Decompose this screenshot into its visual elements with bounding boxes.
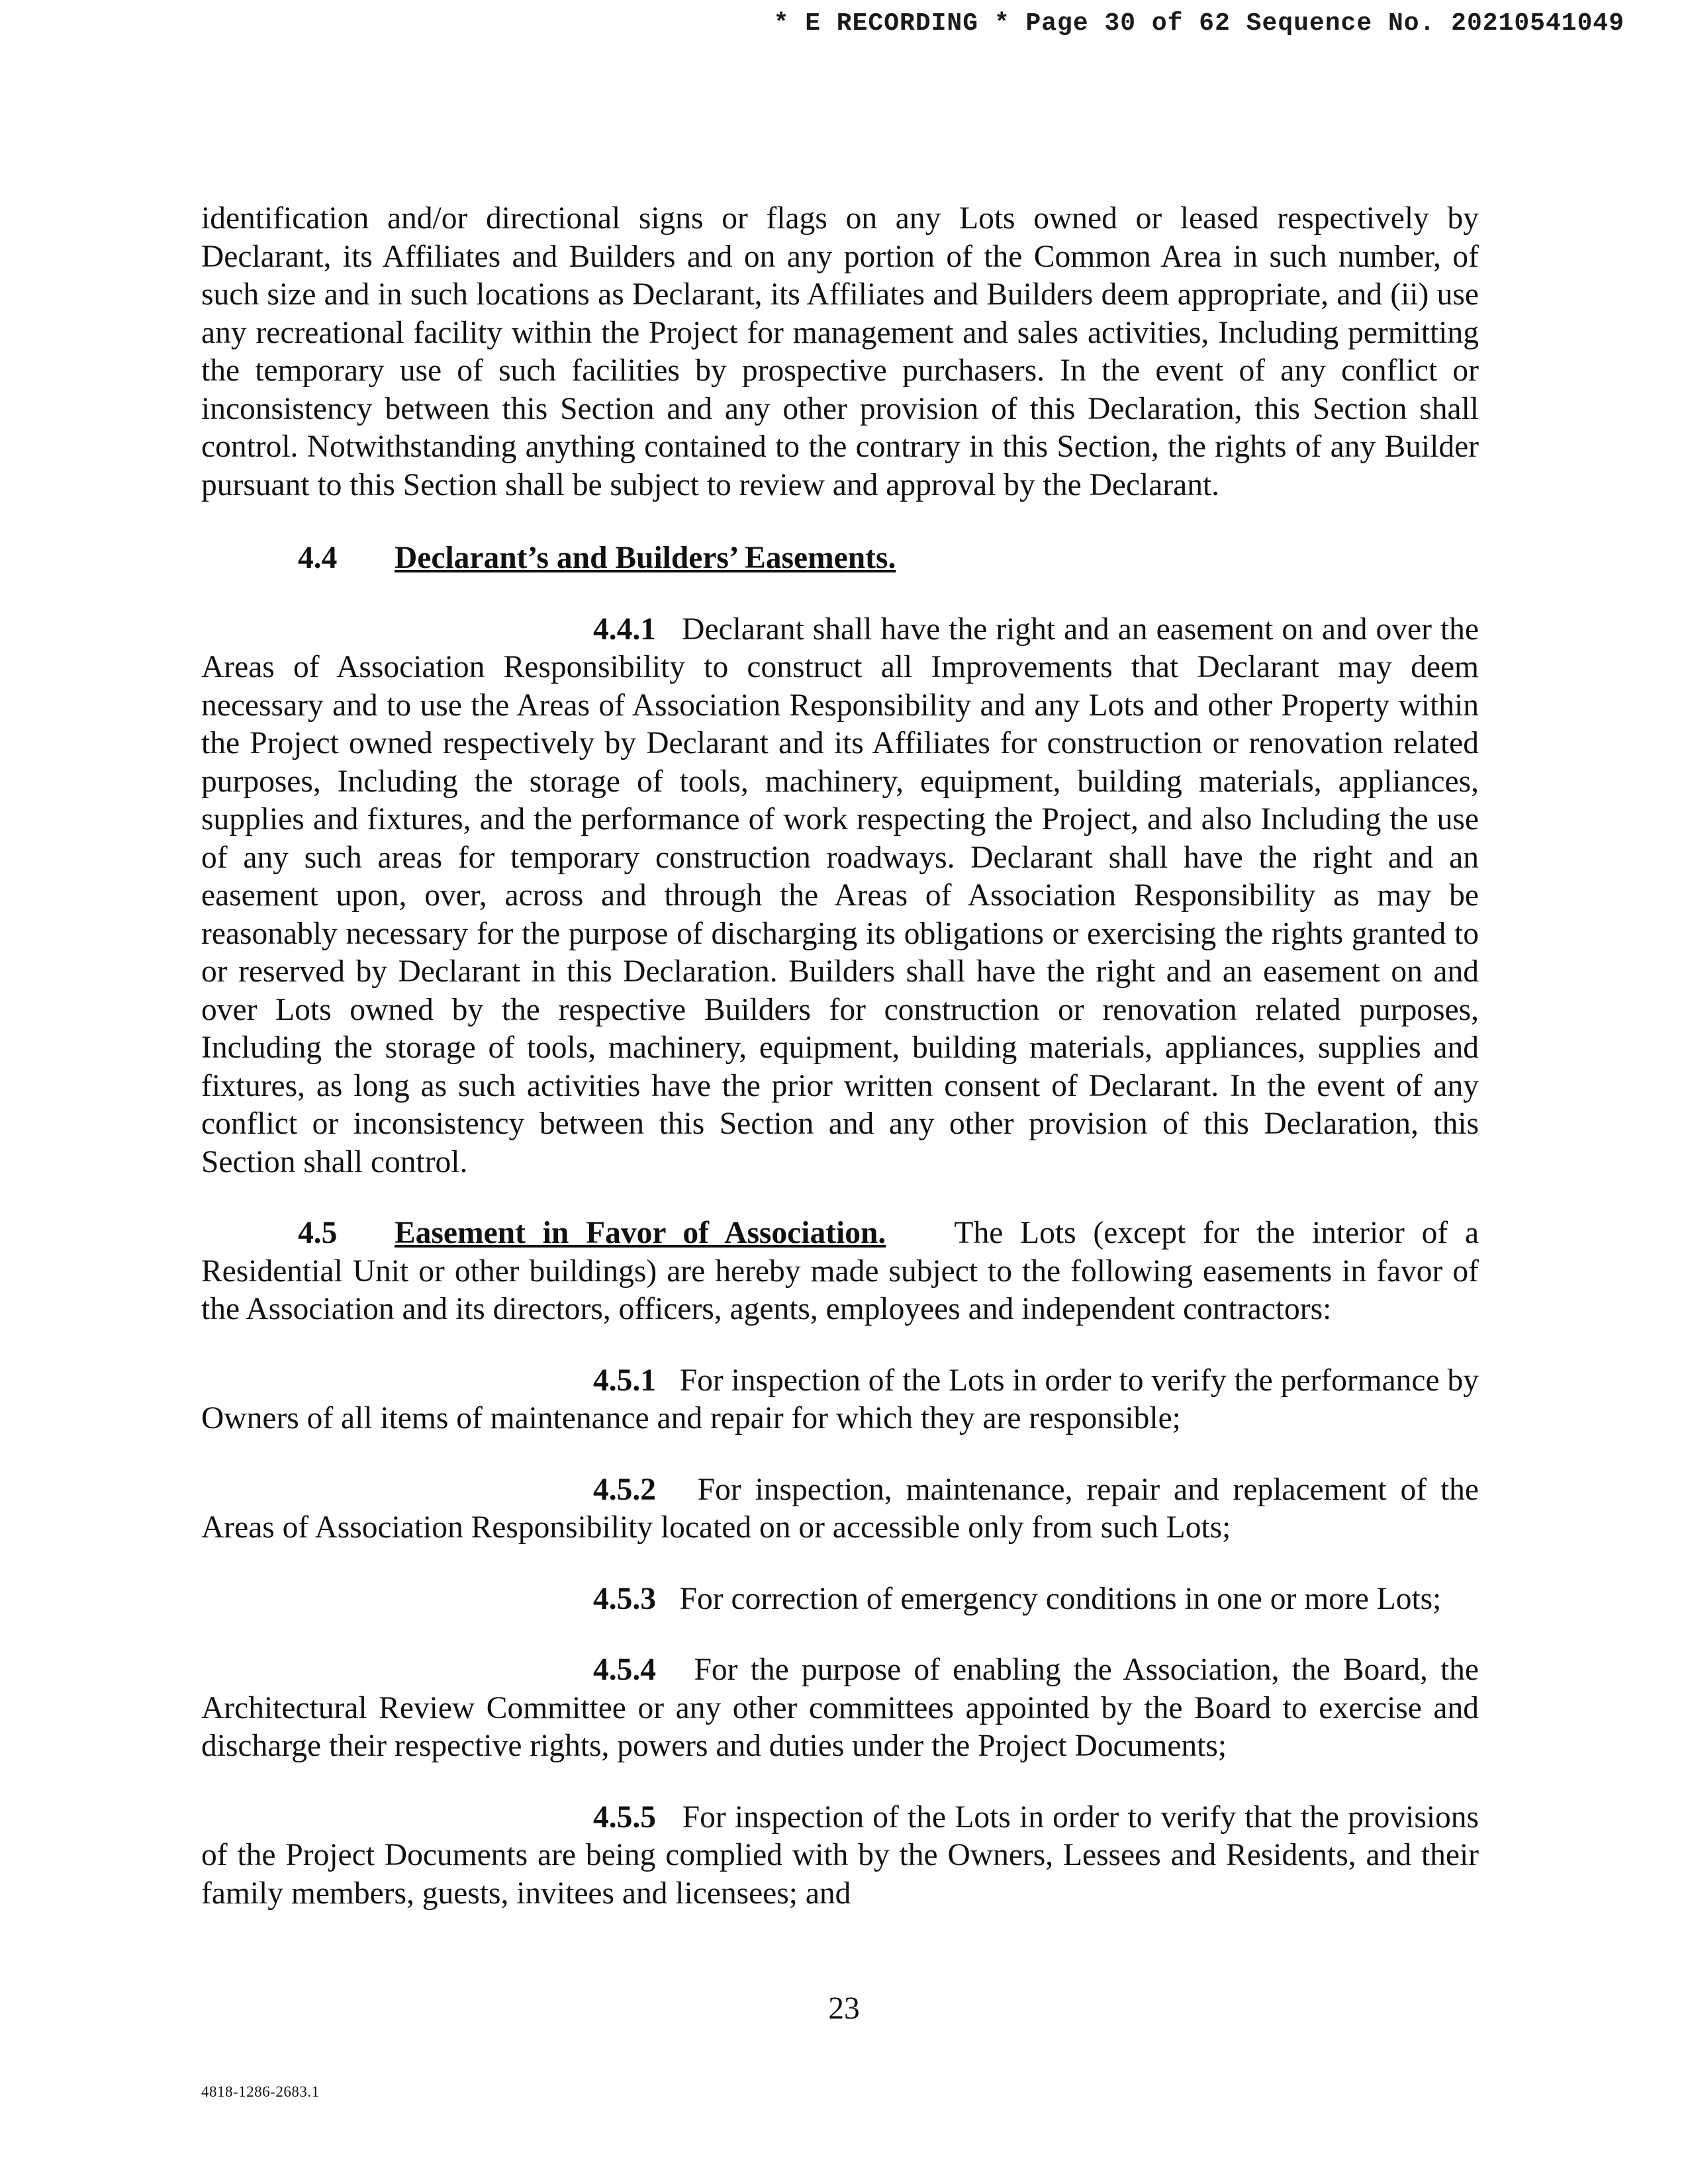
subsection-text: For inspection of the Lots in order to verify the performance by Owners of all items of maintenance and repair for which they are responsible; <box>201 1363 1479 1435</box>
recording-header: * E RECORDING * Page 30 of 62 Sequence No. 20210541049 <box>773 9 1624 38</box>
section-number: 4.4 <box>298 541 338 575</box>
document-body <box>201 200 1479 1913</box>
spacer <box>201 1181 1479 1214</box>
subsection-number: 4.5.2 <box>593 1472 656 1507</box>
subsection-text: For correction of emergency conditions in one or more Lots; <box>679 1581 1442 1616</box>
subsection-number: 4.4.1 <box>593 612 656 647</box>
section-title: Easement in Favor of Association. <box>395 1216 886 1250</box>
section-intro: The Lots (except for the interior of a Residential Unit or other buildings) are hereby made subject to the following easements in favor of the Association and its directors, officers, agents, employees and independent contractors: <box>201 1216 1479 1326</box>
spacer <box>201 1766 1479 1799</box>
subsection-number: 4.5.5 <box>593 1799 656 1835</box>
continuation-paragraph: identification and/or directional signs or flags on any Lots owned or leased respectively by Declarant, its Affiliates and Builders and on any portion of the Common Area in such number, of such size and in such locations as Declarant, its Affiliates and Builders deem appropriate, and (ii) use any recreational facility within the Project for management and sales activities, Including permitting the temporary use of such facilities by prospective purchasers. In the event of any conflict or inconsistency between this Section and any other provision of this Declaration, this Section shall control. Notwithstanding anything contained to the contrary in this Section, the rights of any Builder pursuant to this Section shall be subject to review and approval by the Declarant. <box>201 201 1479 502</box>
subsection-4-5-1 <box>201 1362 1479 1438</box>
section-4-5-paragraph <box>201 1214 1479 1329</box>
subsection-4-5-2 <box>201 1471 1479 1547</box>
subsection-text: For inspection, maintenance, repair and replacement of the Areas of Association Responsibility located on or accessible only from such Lots; <box>201 1472 1479 1545</box>
subsection-4-4-1 <box>201 611 1479 1182</box>
subsection-text: For inspection of the Lots in order to verify that the provisions of the Project Documents are being complied with by the Owners, Lessees and Residents, and their family members, guests, invitees and licensees; and <box>201 1799 1479 1911</box>
spacer <box>201 504 1479 539</box>
subsection-4-5-3 <box>201 1580 1479 1619</box>
subsection-text: For the purpose of enabling the Association, the Board, the Architectural Review Committee or any other committees appointed by the Board to exercise and discharge their respective rights, powers and duties under the Project Documents; <box>201 1653 1479 1763</box>
section-4-4-heading <box>201 539 1479 578</box>
document-id: 4818-1286-2683.1 <box>201 2083 320 2100</box>
spacer <box>201 1438 1479 1471</box>
subsection-text: Declarant shall have the right and an easement on and over the Areas of Association Responsibility to construct all Improvements that Declarant may deem necessary and to use the Areas of Association Responsibility and any Lots and other Property within the Project owned respectively by Declarant and its Affiliates for construction or renovation related purposes, Including the storage of tools, machinery, equipment, building materials, appliances, supplies and fixtures, and the performance of work respecting the Project, and also Including the use of any such areas for temporary construction roadways. Declarant shall have the right and an easement upon, over, across and through the Areas of Association Responsibility as may be reasonably necessary for the purpose of discharging its obligations or exercising the rights granted to or reserved by Declarant in this Declaration. Builders shall have the right and an easement on and over Lots owned by the respective Builders for construction or renovation related purposes, Including the storage of tools, machinery, equipment, building materials, appliances, supplies and fixtures, as long as such activities have the prior written consent of Declarant. In the event of any conflict or inconsistency between this Section and any other provision of this Declaration, this Section shall control. <box>201 612 1479 1179</box>
page-number: 23 <box>828 1991 860 2026</box>
subsection-number: 4.5.4 <box>593 1653 656 1687</box>
spacer <box>201 578 1479 611</box>
spacer <box>201 1547 1479 1580</box>
subsection-4-5-5 <box>201 1799 1479 1913</box>
spacer <box>201 1618 1479 1651</box>
subsection-number: 4.5.3 <box>593 1581 656 1616</box>
section-number: 4.5 <box>298 1216 338 1250</box>
subsection-4-5-4 <box>201 1651 1479 1766</box>
spacer <box>201 1329 1479 1362</box>
section-title: Declarant’s and Builders’ Easements. <box>395 541 896 575</box>
subsection-number: 4.5.1 <box>593 1363 656 1398</box>
